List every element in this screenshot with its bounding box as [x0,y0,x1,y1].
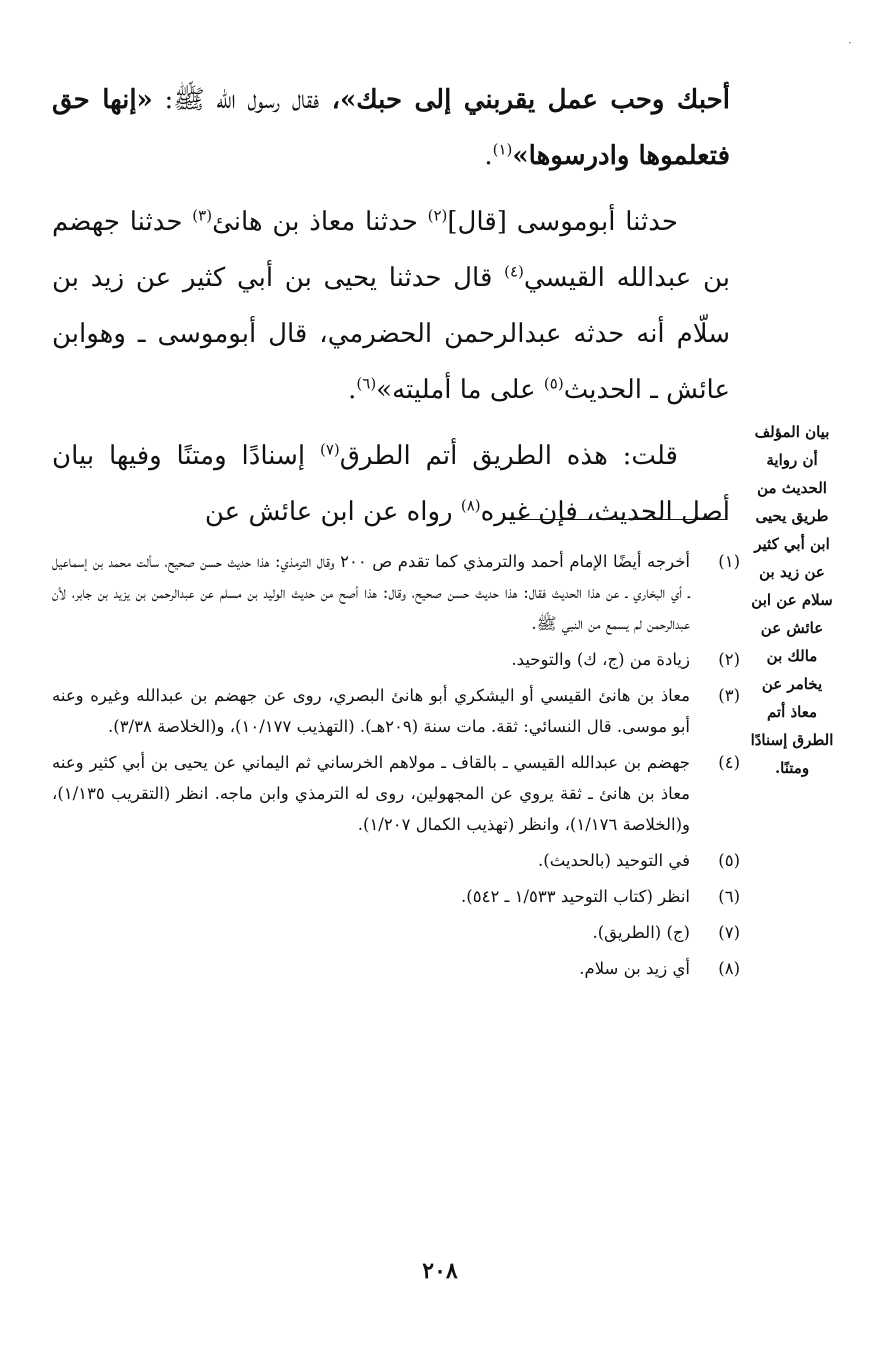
margin-note: بيان المؤلف أن رواية الحديث من طريق يحيى ابن أبي كثير عن زيد بن سلام عن ابن عائش عن مالك بن يخامر عن معاذ أتم الطرق إسنادًا ومتنًا. [750,423,834,777]
footnote-text: جهضم بن عبدالله القيسي ـ بالقاف ـ مولاهم الخرساني ثم اليماني عن يحيى بن أبي كثير وعنه معاذ بن هانئ ـ ثقة يروي عن المجهولين، روى له الترمذي وابن ماجه. انظر (التقريب ١/١٣٥)، و(الخلاصة ١/١٧٦)، وانظر (تهذيب الكمال ١/٢٠٧). [52,753,691,834]
footnote-text: زيادة من (ج، ك) والتوحيد. [511,650,690,669]
footnote-2 [52,644,740,675]
footnote-text: في التوحيد (بالحديث). [538,851,690,870]
footnote-number: (١) [718,552,740,571]
footnote-ref-2[interactable]: (٢) [427,206,448,225]
footnote-5 [52,845,740,876]
footnote-4 [52,747,740,840]
footnote-text: انظر (كتاب التوحيد ١/٥٣٣ ـ ٥٤٢). [461,887,690,906]
isnad-part-1: حدثنا أبوموسى [قال] [447,207,678,237]
footnotes [52,546,740,989]
quote-bold-start: أحبك وحب عمل يقربني إلى حبك»، [319,85,730,115]
paragraph-3 [52,428,730,540]
comment-part-2: إسنادًا ومتنًا وفيها بيان أصل الحديث، فإن غيره [52,441,730,527]
footnote-ref-7[interactable]: (٧) [319,440,340,459]
footnote-number: (٦) [718,887,740,906]
footnote-6 [52,881,740,912]
footnote-text: معاذ بن هانئ القيسي أو اليشكري أبو هانئ البصري، روى عن جهضم بن عبدالله وغيره وعنه أبو موسى. قال النسائي: ثقة. مات سنة (٢٠٩هـ). (التهذيب ١٠/١٧٧)، و(الخلاصة ٣/٣٨). [52,686,690,736]
footnote-ref-8[interactable]: (٨) [460,496,481,515]
corner-mark: · [848,36,852,50]
quote-bold-end: «إنها حق فتعلموها وادرسوها» [52,85,730,171]
main-text [52,72,730,550]
footnote-8 [52,953,740,984]
footnote-number: (٧) [718,923,740,942]
isnad-part-3: حدثنا جهضم بن عبدالله القيسي [52,207,730,293]
isnad-part-6: . [348,375,357,405]
footnote-ref-1[interactable]: (١) [492,140,513,159]
footnote-ref-6[interactable]: (٦) [356,374,377,393]
comment-part-3: رواه عن ابن عائش عن [204,497,461,527]
footnote-separator [505,519,727,520]
footnote-number: (٣) [718,686,740,705]
footnote-7 [52,917,740,948]
paragraph-2 [52,194,730,418]
paragraph-1-tail: . [484,141,493,171]
footnote-ref-3[interactable]: (٣) [192,206,213,225]
comment-part-1: قلت: هذه الطريق أتم الطرق [339,441,678,471]
footnote-ref-5[interactable]: (٥) [543,374,564,393]
isnad-part-5: على ما أمليته» [376,375,544,405]
paragraph-1 [52,72,730,184]
footnote-text: أخرجه أيضًا الإمام أحمد والترمذي كما تقدم ص ٢٠٠ وقال الترمذي: هذا حديث حسن صحيح، سألت محمد بن إسماعيل ـ أي البخاري ـ عن هذا الحديث فقال: هذا حديث حسن صحيح، وقال: هذا أصح من حديث الوليد بن مسلم عن عبدالرحمن بن يزيد بن جابر، لأن عبدالرحمن لم يسمع من النبي ﷺ. [52,552,690,633]
footnote-1 [52,546,740,639]
isnad-part-2: حدثنا معاذ بن هانئ [212,207,428,237]
footnote-number: (٨) [718,959,740,978]
footnote-3 [52,680,740,742]
footnote-text: أي زيد بن سلام. [579,959,690,978]
footnote-number: (٢) [718,650,740,669]
footnote-number: (٥) [718,851,740,870]
footnote-text: (ج) (الطريق). [592,923,690,942]
page-number: ٢٠٨ [422,1258,458,1284]
footnote-number: (٤) [718,753,740,772]
isnad-part-4: قال حدثنا يحيى بن أبي كثير عن زيد بن سلّام أنه حدثه عبدالرحمن الحضرمي، قال أبوموسى ـ وهوابن عائش ـ الحديث [52,263,730,405]
footnote-ref-4[interactable]: (٤) [504,262,524,281]
quote-plain: فقال رسول الله ﷺ: [152,85,320,115]
